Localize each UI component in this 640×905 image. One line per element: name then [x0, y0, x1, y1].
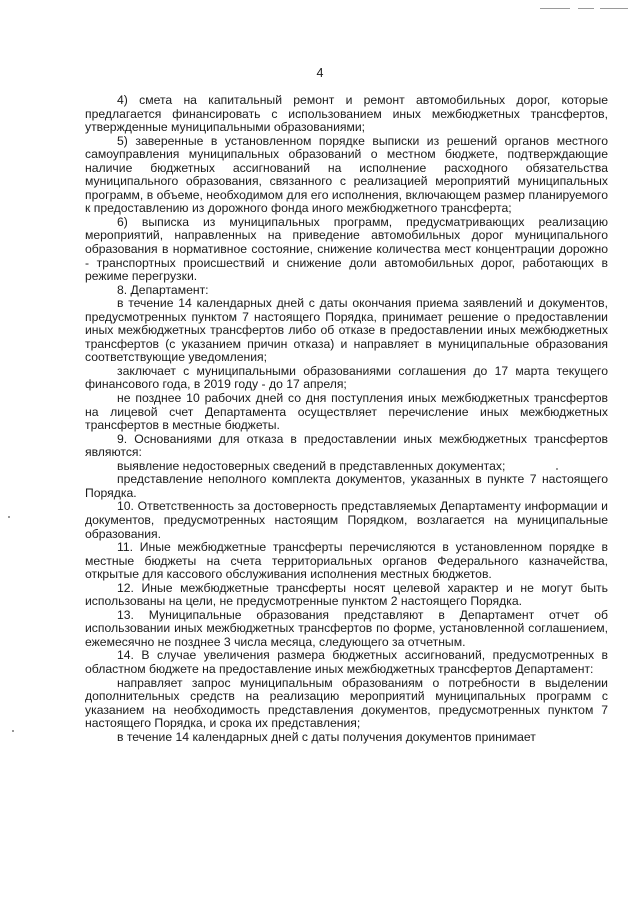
- scan-speck: [556, 468, 558, 470]
- paragraph: в течение 14 календарных дней с даты окончания приема заявлений и документов, предусмотренных пунктом 7 настоящего Порядка, принимает решение о предоставлении иных межбюджетных трансфертов либо об отказе в предоставлении иных межбюджетных трансфертов (с указанием причин отказа) и направляет в муниципальные образования соответствующие уведомления;: [85, 296, 608, 365]
- paragraph: 11. Иные межбюджетные трансферты перечисляются в установленном порядке в местные бюджеты на счета территориальных органов Федерального казначейства, открытые для кассового обслуживания исполнения местных бюджетов.: [85, 540, 608, 582]
- scan-mark: [540, 8, 570, 9]
- paragraph: не позднее 10 рабочих дней со дня поступления иных межбюджетных трансфертов на лицевой счет Департамента осуществляет перечисление иных межбюджетных трансфертов в местные бюджеты.: [85, 391, 608, 433]
- paragraph: 10. Ответственность за достоверность представляемых Департаменту информации и документов, предусмотренных настоящим Порядком, возлагается на муниципальные образования.: [85, 499, 608, 541]
- paragraph: 14. В случае увеличения размера бюджетных ассигнований, предусмотренных в областном бюджете на предоставление иных межбюджетных трансфертов Департамент:: [85, 648, 608, 676]
- paragraph: представление неполного комплекта документов, указанных в пункте 7 настоящего Порядка.: [85, 472, 608, 500]
- scan-speck: [8, 516, 10, 518]
- paragraph: 12. Иные межбюджетные трансферты носят целевой характер и не могут быть использованы на цели, не предусмотренные пунктом 2 настоящего Порядка.: [85, 580, 608, 609]
- paragraph: заключает с муниципальными образованиями соглашения до 17 марта текущего финансового года, в 2019 году - до 17 апреля;: [85, 363, 608, 392]
- scan-mark: [578, 8, 594, 9]
- scan-speck: [12, 730, 14, 732]
- paragraph: 9. Основаниями для отказа в предоставлении иных межбюджетных трансфертов являются:: [85, 431, 608, 460]
- scan-mark: [600, 8, 628, 9]
- page-number: 4: [316, 66, 324, 80]
- paragraph: в течение 14 календарных дней с даты получения документов принимает: [117, 729, 536, 744]
- document-body: [85, 94, 608, 744]
- paragraph: 13. Муниципальные образования представляют в Департамент отчет об использовании иных межбюджетных трансфертов по форме, установленной соглашением, ежемесячно не позднее 3 числа месяца, следующего за отчетным.: [85, 607, 608, 649]
- paragraph: 4) смета на капитальный ремонт и ремонт автомобильных дорог, которые предлагается финансировать с использованием иных межбюджетных трансфертов, утвержденные муниципальными образованиями;: [85, 93, 608, 135]
- paragraph: выявление недостоверных сведений в представленных документах;: [117, 458, 506, 473]
- paragraph: 6) выписка из муниципальных программ, предусматривающих реализацию мероприятий, направленных на приведение автомобильных дорог муниципального образования в нормативное состояние, снижение количества мест концентрации дорожно - транспортных происшествий и снижение доли автомобильных дорог, работающих в режиме перегрузки.: [85, 214, 608, 284]
- paragraph: 8. Департамент:: [117, 282, 209, 297]
- paragraph: 5) заверенные в установленном порядке выписки из решений органов местного самоуправления муниципальных образований о местном бюджете, подтверждающие наличие бюджетных ассигнований на исполнение расходного обязательства муниципального образования, связанного с реализацией мероприятий муниципальных программ, в объеме, необходимом для его исполнения, включающем размер планируемого к предоставлению из дорожного фонда иного межбюджетного трансферта;: [85, 133, 608, 216]
- paragraph: направляет запрос муниципальным образованиям о потребности в выделении дополнительных средств на реализацию мероприятий муниципальных программ с указанием на необходимость представления документов, предусмотренных пунктом 7 настоящего Порядка, и срока их представления;: [85, 675, 608, 731]
